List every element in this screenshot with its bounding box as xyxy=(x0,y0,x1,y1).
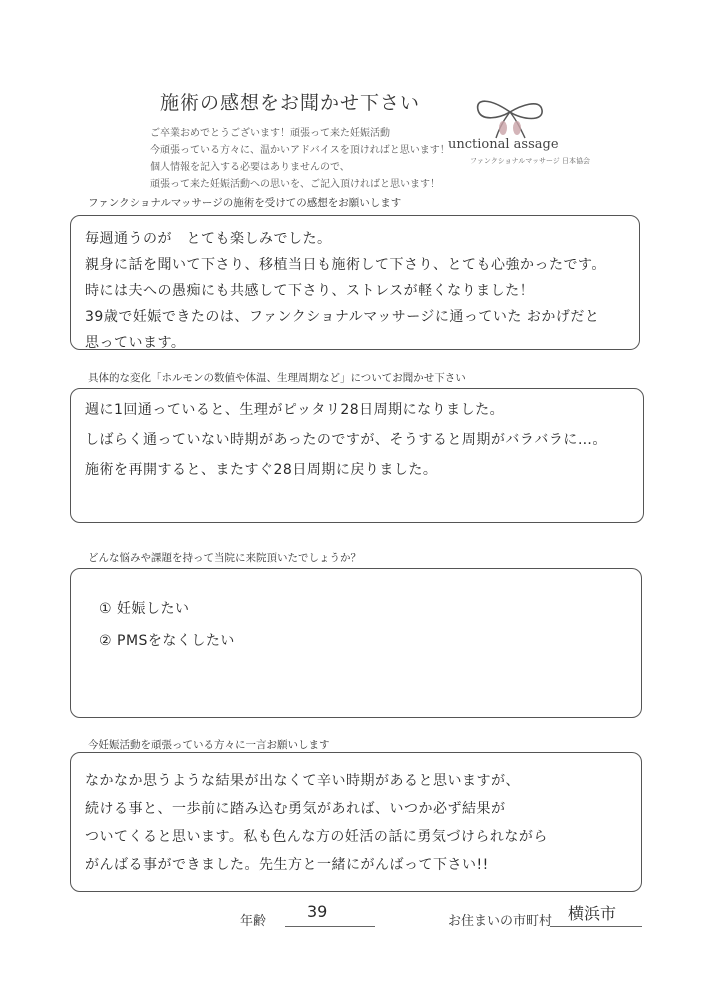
answer-line: 施術を再開すると、またすぐ28日周期に戻りました。 xyxy=(85,462,438,478)
intro-line: 頑張って来た妊娠活動への思いを、ご記入頂ければと思います！ xyxy=(150,179,440,190)
answer-line: なかなか思うような結果が出なくて辛い時期があると思いますが、 xyxy=(85,773,520,789)
intro-line: 今頑張っている方々に、温かいアドバイスを頂ければと思います！ xyxy=(150,145,450,156)
question-label: どんな悩みや課題を持って当院に来院頂いたでしょうか？ xyxy=(88,552,361,564)
logo-text: unctional assage xyxy=(448,137,559,152)
question-label: ファンクショナルマッサージの施術を受けての感想をお願いします xyxy=(88,197,402,209)
answer-line: がんばる事ができました。先生方と一緒にがんばって下さい!! xyxy=(85,857,489,873)
answer-line: 親身に話を聞いて下さり、移植当日も施術して下さり、とても心強かったです。 xyxy=(85,257,606,273)
answer-line: ① 妊娠したい xyxy=(99,601,190,617)
page-title: 施術の感想をお聞かせ下さい xyxy=(160,92,421,114)
answer-line: 週に1回通っていると、生理がピッタリ28日周期になりました。 xyxy=(85,402,505,418)
city-label: お住まいの市町村 xyxy=(448,914,553,929)
city-field xyxy=(550,906,642,927)
answer-line: 続ける事と、一歩前に踏み込む勇気があれば、いつか必ず結果が xyxy=(85,801,506,817)
question-label: 今妊娠活動を頑張っている方々に一言お願いします xyxy=(88,739,330,751)
age-field xyxy=(285,902,375,927)
age-label: 年齢 xyxy=(240,914,267,929)
answer-line: ② PMSをなくしたい xyxy=(99,633,235,649)
answer-line: 時には夫への愚痴にも共感して下さり、ストレスが軽くなりました！ xyxy=(85,283,535,299)
question-label: 具体的な変化「ホルモンの数値や体温、生理周期など」についてお聞かせ下さい xyxy=(88,372,466,384)
city-value: 横浜市 xyxy=(568,904,617,923)
age-value: 39 xyxy=(307,902,328,921)
answer-line: 毎週通うのが とても楽しみでした。 xyxy=(85,231,332,247)
answer-line: しばらく通っていない時期があったのですが、そうすると周期がバラバラに…。 xyxy=(85,432,607,448)
intro-line: 個人情報を記入する必要はありませんので、 xyxy=(150,162,350,173)
answer-line: 39歳で妊娠できたのは、ファンクショナルマッサージに通っていた おかげだと xyxy=(85,309,600,325)
answer-line: ついてくると思います。私も色んな方の妊活の話に勇気づけられながら xyxy=(85,829,548,845)
answer-box xyxy=(70,568,642,718)
logo-subtext: ファンクショナルマッサージ 日本協会 xyxy=(470,157,591,165)
answer-box xyxy=(70,752,642,892)
intro-line: ご卒業おめでとうございます！頑張って来た妊娠活動 xyxy=(150,128,390,139)
answer-line: 思っています。 xyxy=(85,335,186,351)
answer-box xyxy=(70,215,640,350)
answer-box xyxy=(70,388,644,523)
